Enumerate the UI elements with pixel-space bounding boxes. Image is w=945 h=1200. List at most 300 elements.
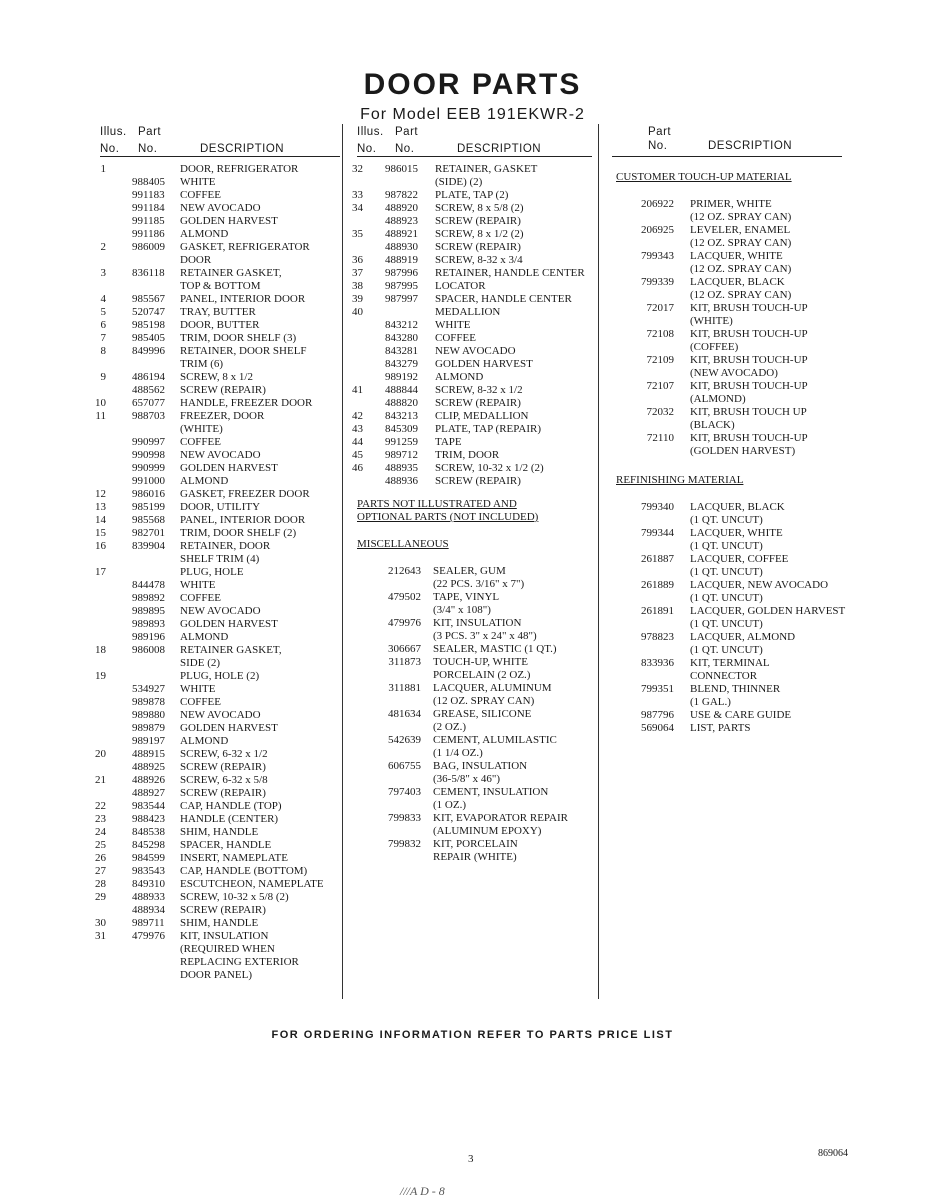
part-description: SCREW, 8-32 x 1/2: [435, 384, 523, 396]
parts-row: [357, 604, 592, 617]
part-description: TRIM, DOOR: [435, 449, 500, 461]
parts-row: [612, 657, 872, 670]
part-description: WHITE: [435, 319, 471, 331]
parts-row: [612, 198, 872, 211]
part-description: NEW AVOCADO: [180, 202, 261, 214]
part-number: 488923: [385, 215, 418, 227]
part-description: LOCATOR: [435, 280, 486, 292]
parts-row: [95, 514, 340, 527]
part-number: 534927: [132, 683, 165, 695]
part-description: (NEW AVOCADO): [690, 367, 778, 379]
part-description: (36-5/8" x 46"): [433, 773, 501, 785]
part-description: KIT, BRUSH TOUCH UP: [690, 406, 807, 418]
part-description: LEVELER, ENAMEL: [690, 224, 791, 236]
part-description: PANEL, INTERIOR DOOR: [180, 514, 306, 526]
parts-row: [100, 553, 340, 566]
part-description: HANDLE (CENTER): [180, 813, 279, 825]
parts-row: [357, 397, 592, 410]
parts-row: [100, 293, 340, 306]
part-number: 989192: [385, 371, 418, 383]
part-number: 799344: [641, 527, 674, 539]
part-number: 488927: [132, 787, 165, 799]
parts-row: [352, 449, 592, 462]
header-part: Part: [138, 126, 162, 138]
illus-number: 44: [352, 436, 363, 448]
illus-number: 6: [100, 319, 106, 331]
part-number: 488926: [132, 774, 165, 786]
part-description: DOOR, UTILITY: [180, 501, 261, 513]
part-number: 986015: [385, 163, 418, 175]
parts-row: [100, 787, 340, 800]
part-description: KIT, TERMINAL: [690, 657, 770, 669]
part-description: (3/4" x 108"): [433, 604, 491, 616]
part-description: ALMOND: [180, 631, 229, 643]
part-description: COFFEE: [180, 189, 221, 201]
header-illus: Illus.: [357, 126, 384, 138]
header-part: Part: [395, 126, 419, 138]
header-illus: Illus.: [100, 126, 127, 138]
ordering-footer: FOR ORDERING INFORMATION REFER TO PARTS PRICE LIST: [271, 1029, 674, 1041]
illus-number: 30: [95, 917, 106, 929]
part-number: 991184: [132, 202, 165, 214]
parts-row: [352, 228, 592, 241]
parts-row: [357, 682, 592, 695]
part-number: 206925: [641, 224, 674, 236]
parts-row: [612, 644, 872, 657]
parts-row: [95, 748, 340, 761]
illus-number: 10: [95, 397, 106, 409]
part-description: (1 QT. UNCUT): [690, 514, 763, 526]
part-description: SCREW (REPAIR): [180, 761, 266, 773]
part-description: NEW AVOCADO: [435, 345, 516, 357]
part-description: RETAINER GASKET,: [180, 267, 282, 279]
part-number: 488915: [132, 748, 165, 760]
parts-row: [95, 917, 340, 930]
part-number: 488935: [385, 462, 418, 474]
part-description: SCREW (REPAIR): [180, 384, 266, 396]
part-description: LACQUER, BLACK: [690, 501, 785, 513]
part-number: 520747: [132, 306, 165, 318]
part-number: 985199: [132, 501, 165, 513]
part-number: 799833: [388, 812, 421, 824]
parts-row: [612, 683, 872, 696]
parts-row: [612, 354, 872, 367]
parts-row: [100, 163, 340, 176]
parts-row: [612, 566, 872, 579]
illus-number: 37: [352, 267, 363, 279]
illus-number: 15: [95, 527, 106, 539]
header-rule: [100, 156, 340, 157]
parts-row: [612, 709, 872, 722]
parts-row: [95, 397, 340, 410]
parts-row: [352, 189, 592, 202]
part-description: BAG, INSULATION: [433, 760, 528, 772]
header-no: No.: [357, 143, 377, 155]
part-description: NEW AVOCADO: [180, 605, 261, 617]
parts-column-2: [352, 124, 592, 864]
part-description: LACQUER, ALUMINUM: [433, 682, 552, 694]
part-description: TRIM (6): [180, 358, 224, 370]
part-description: WHITE: [180, 579, 216, 591]
part-description: LIST, PARTS: [690, 722, 751, 734]
part-number: 799343: [641, 250, 674, 262]
parts-row: [352, 462, 592, 475]
part-number: 488930: [385, 241, 418, 253]
part-description: COFFEE: [180, 436, 221, 448]
illus-number: 18: [95, 644, 106, 656]
part-description: SHIM, HANDLE: [180, 826, 259, 838]
parts-row: [357, 825, 592, 838]
parts-row: [95, 774, 340, 787]
illus-number: 42: [352, 410, 363, 422]
illus-number: 8: [100, 345, 106, 357]
parts-row: [352, 254, 592, 267]
parts-row: [100, 605, 340, 618]
part-number: 839904: [132, 540, 165, 552]
parts-row: [357, 760, 592, 773]
part-number: 986008: [132, 644, 165, 656]
illus-number: 3: [100, 267, 106, 279]
part-number: 488920: [385, 202, 418, 214]
part-number: 799340: [641, 501, 674, 513]
part-description: ESCUTCHEON, NAMEPLATE: [180, 878, 324, 890]
parts-row: [352, 423, 592, 436]
illus-number: 24: [95, 826, 106, 838]
illus-number: 14: [95, 514, 106, 526]
part-number: 72110: [646, 432, 674, 444]
parts-list: [95, 163, 340, 982]
part-description: LACQUER, COFFEE: [690, 553, 789, 565]
parts-row: [100, 280, 340, 293]
part-number: 479976: [132, 930, 165, 942]
parts-row: [357, 332, 592, 345]
parts-row: [100, 241, 340, 254]
part-description: LACQUER, ALMOND: [690, 631, 796, 643]
part-number: 845309: [385, 423, 418, 435]
parts-row: [100, 943, 340, 956]
part-description: SIDE (2): [180, 657, 221, 669]
part-description: RETAINER, GASKET: [435, 163, 538, 175]
parts-row: [100, 189, 340, 202]
part-description: SPACER, HANDLE CENTER: [435, 293, 572, 305]
parts-row: [95, 865, 340, 878]
part-number: 991259: [385, 436, 418, 448]
part-description: (REQUIRED WHEN: [180, 943, 275, 955]
parts-row: [100, 683, 340, 696]
parts-row: [95, 878, 340, 891]
part-description: SHIM, HANDLE: [180, 917, 259, 929]
part-number: 987996: [385, 267, 418, 279]
parts-row: [357, 838, 592, 851]
part-description: HANDLE, FREEZER DOOR: [180, 397, 313, 409]
part-number: 799832: [388, 838, 421, 850]
parts-row: [612, 328, 872, 341]
part-description: USE & CARE GUIDE: [690, 709, 792, 721]
parts-row: [612, 224, 872, 237]
part-description: TOP & BOTTOM: [180, 280, 261, 292]
parts-row: [95, 670, 340, 683]
parts-row: [100, 956, 340, 969]
parts-row: [95, 501, 340, 514]
part-number: 989879: [132, 722, 165, 734]
parts-row: [612, 553, 872, 566]
parts-row: [612, 670, 872, 683]
part-number: 72109: [646, 354, 674, 366]
part-description: TRIM, DOOR SHELF (2): [180, 527, 297, 539]
part-description: SCREW, 8 x 1/2: [180, 371, 253, 383]
part-number: 261889: [641, 579, 674, 591]
part-number: 843212: [385, 319, 418, 331]
part-description: FREEZER, DOOR: [180, 410, 265, 422]
parts-row: [100, 306, 340, 319]
illus-number: 32: [352, 163, 363, 175]
parts-row: [357, 591, 592, 604]
part-description: (12 OZ. SPRAY CAN): [690, 211, 792, 223]
parts-row: [612, 618, 872, 631]
part-description: (ALMOND): [690, 393, 746, 405]
note-line: PARTS NOT ILLUSTRATED AND: [357, 498, 517, 510]
parts-list: [352, 163, 592, 488]
part-number: 844478: [132, 579, 165, 591]
part-number: 987997: [385, 293, 418, 305]
parts-row: [357, 345, 592, 358]
parts-row: [100, 371, 340, 384]
parts-row: [357, 656, 592, 669]
part-description: CAP, HANDLE (TOP): [180, 800, 282, 812]
header-rule: [357, 156, 592, 157]
illus-number: 31: [95, 930, 106, 942]
part-number: 488820: [385, 397, 418, 409]
parts-row: [352, 306, 592, 319]
header-part-no: No.: [138, 143, 158, 155]
parts-row: [357, 358, 592, 371]
part-description: GASKET, REFRIGERATOR: [180, 241, 310, 253]
part-description: SCREW (REPAIR): [435, 397, 521, 409]
parts-row: [357, 721, 592, 734]
parts-row: [100, 176, 340, 189]
part-description: CLIP, MEDALLION: [435, 410, 529, 422]
parts-row: [612, 501, 872, 514]
parts-row: [612, 527, 872, 540]
part-description: LACQUER, NEW AVOCADO: [690, 579, 829, 591]
part-number: 836118: [132, 267, 165, 279]
part-description: WHITE: [180, 683, 216, 695]
handwritten-note: ///A D - 8: [400, 1184, 445, 1198]
part-description: (1 1/4 OZ.): [433, 747, 483, 759]
parts-row: [352, 293, 592, 306]
part-number: 990999: [132, 462, 165, 474]
parts-row: [100, 735, 340, 748]
column-header: [357, 124, 592, 156]
part-description: (12 OZ. SPRAY CAN): [433, 695, 535, 707]
part-number: 989712: [385, 449, 418, 461]
part-description: (WHITE): [690, 315, 733, 327]
parts-row: [357, 630, 592, 643]
part-description: SCREW (REPAIR): [435, 475, 521, 487]
part-description: LACQUER, GOLDEN HARVEST: [690, 605, 846, 617]
part-description: PLATE, TAP (2): [435, 189, 509, 201]
part-number: 991000: [132, 475, 165, 487]
parts-row: [352, 163, 592, 176]
part-number: 606755: [388, 760, 421, 772]
part-number: 799351: [641, 683, 674, 695]
part-description: (1 QT. UNCUT): [690, 566, 763, 578]
parts-row: [100, 761, 340, 774]
header-part: Part: [648, 126, 672, 138]
part-number: 72017: [646, 302, 674, 314]
parts-row: [100, 657, 340, 670]
part-number: 990997: [132, 436, 165, 448]
refinishing-list: [612, 501, 872, 735]
parts-row: [352, 280, 592, 293]
header-part-no: No.: [648, 140, 668, 152]
part-number: 843213: [385, 410, 418, 422]
part-number: 989893: [132, 618, 165, 630]
parts-row: [357, 773, 592, 786]
parts-row: [100, 631, 340, 644]
parts-row: [612, 263, 872, 276]
part-description: ALMOND: [180, 475, 229, 487]
part-description: COFFEE: [180, 592, 221, 604]
illus-number: 45: [352, 449, 363, 461]
part-number: 985568: [132, 514, 165, 526]
part-number: 261891: [641, 605, 674, 617]
parts-row: [612, 302, 872, 315]
part-number: 985198: [132, 319, 165, 331]
parts-row: [612, 250, 872, 263]
part-number: 989892: [132, 592, 165, 604]
part-description: PLUG, HOLE: [180, 566, 244, 578]
illus-number: 34: [352, 202, 363, 214]
parts-row: [100, 384, 340, 397]
parts-row: [95, 930, 340, 943]
section-title-refinishing: REFINISHING MATERIAL: [616, 474, 744, 486]
header-part-no: No.: [395, 143, 415, 155]
parts-row: [612, 579, 872, 592]
part-number: 481634: [388, 708, 421, 720]
parts-row: [612, 514, 872, 527]
parts-row: [95, 813, 340, 826]
part-description: (1 QT. UNCUT): [690, 540, 763, 552]
part-number: 488844: [385, 384, 418, 396]
parts-row: [100, 696, 340, 709]
parts-row: [352, 384, 592, 397]
part-description: COFFEE: [180, 696, 221, 708]
illus-number: 17: [95, 566, 106, 578]
part-number: 989197: [132, 735, 165, 747]
part-description: WHITE: [180, 176, 216, 188]
part-description: KIT, BRUSH TOUCH-UP: [690, 328, 808, 340]
parts-row: [95, 527, 340, 540]
parts-row: [357, 319, 592, 332]
parts-row: [100, 228, 340, 241]
parts-row: [612, 419, 872, 432]
parts-row: [612, 211, 872, 224]
parts-row: [95, 891, 340, 904]
part-number: 985405: [132, 332, 165, 344]
part-description: GOLDEN HARVEST: [180, 722, 278, 734]
part-description: KIT, BRUSH TOUCH-UP: [690, 432, 808, 444]
part-number: 311881: [388, 682, 421, 694]
part-description: CAP, HANDLE (BOTTOM): [180, 865, 308, 877]
parts-row: [612, 432, 872, 445]
parts-row: [612, 315, 872, 328]
part-number: 845298: [132, 839, 165, 851]
part-number: 989196: [132, 631, 165, 643]
part-number: 982701: [132, 527, 165, 539]
parts-row: [95, 839, 340, 852]
part-description: RETAINER, DOOR: [180, 540, 271, 552]
part-number: 542639: [388, 734, 421, 746]
parts-row: [95, 800, 340, 813]
parts-row: [612, 406, 872, 419]
header-description: DESCRIPTION: [708, 140, 793, 152]
part-description: SPACER, HANDLE: [180, 839, 272, 851]
parts-row: [612, 605, 872, 618]
illus-number: 19: [95, 670, 106, 682]
parts-row: [612, 341, 872, 354]
parts-row: [357, 241, 592, 254]
part-description: (GOLDEN HARVEST): [690, 445, 796, 457]
illus-number: 35: [352, 228, 363, 240]
part-description: COFFEE: [435, 332, 476, 344]
part-number: 989895: [132, 605, 165, 617]
parts-row: [612, 592, 872, 605]
part-description: KIT, INSULATION: [180, 930, 269, 942]
illus-number: 20: [95, 748, 106, 760]
part-description: ALMOND: [180, 228, 229, 240]
illus-number: 2: [100, 241, 106, 253]
illus-number: 41: [352, 384, 363, 396]
parts-row: [612, 631, 872, 644]
part-description: PLUG, HOLE (2): [180, 670, 260, 682]
part-number: 797403: [388, 786, 421, 798]
part-description: LACQUER, WHITE: [690, 250, 783, 262]
illus-number: 1: [100, 163, 106, 175]
parts-row: [352, 202, 592, 215]
parts-row: [100, 618, 340, 631]
part-description: (1 QT. UNCUT): [690, 644, 763, 656]
parts-row: [357, 734, 592, 747]
part-description: TOUCH-UP, WHITE: [433, 656, 528, 668]
part-number: 991183: [132, 189, 165, 201]
page-number: 3: [468, 1153, 474, 1165]
part-number: 984599: [132, 852, 165, 864]
misc-list: [357, 565, 592, 864]
parts-row: [100, 709, 340, 722]
part-description: BLEND, THINNER: [690, 683, 781, 695]
part-description: REPLACING EXTERIOR: [180, 956, 299, 968]
part-number: 843280: [385, 332, 418, 344]
part-description: NEW AVOCADO: [180, 449, 261, 461]
illus-number: 11: [95, 410, 106, 422]
part-description: GOLDEN HARVEST: [180, 215, 278, 227]
part-description: TAPE, VINYL: [433, 591, 500, 603]
part-number: 261887: [641, 553, 674, 565]
illus-number: 5: [100, 306, 106, 318]
parts-row: [100, 904, 340, 917]
part-description: PORCELAIN (2 OZ.): [433, 669, 531, 681]
model-subtitle: For Model EEB 191EKWR-2: [360, 106, 585, 123]
part-number: 978823: [641, 631, 674, 643]
illus-number: 12: [95, 488, 106, 500]
part-description: ALMOND: [180, 735, 229, 747]
parts-row: [612, 445, 872, 458]
part-number: 488936: [385, 475, 418, 487]
part-number: 849310: [132, 878, 165, 890]
page-title: DOOR PARTS: [363, 68, 582, 101]
note-line: OPTIONAL PARTS (NOT INCLUDED): [357, 511, 539, 523]
